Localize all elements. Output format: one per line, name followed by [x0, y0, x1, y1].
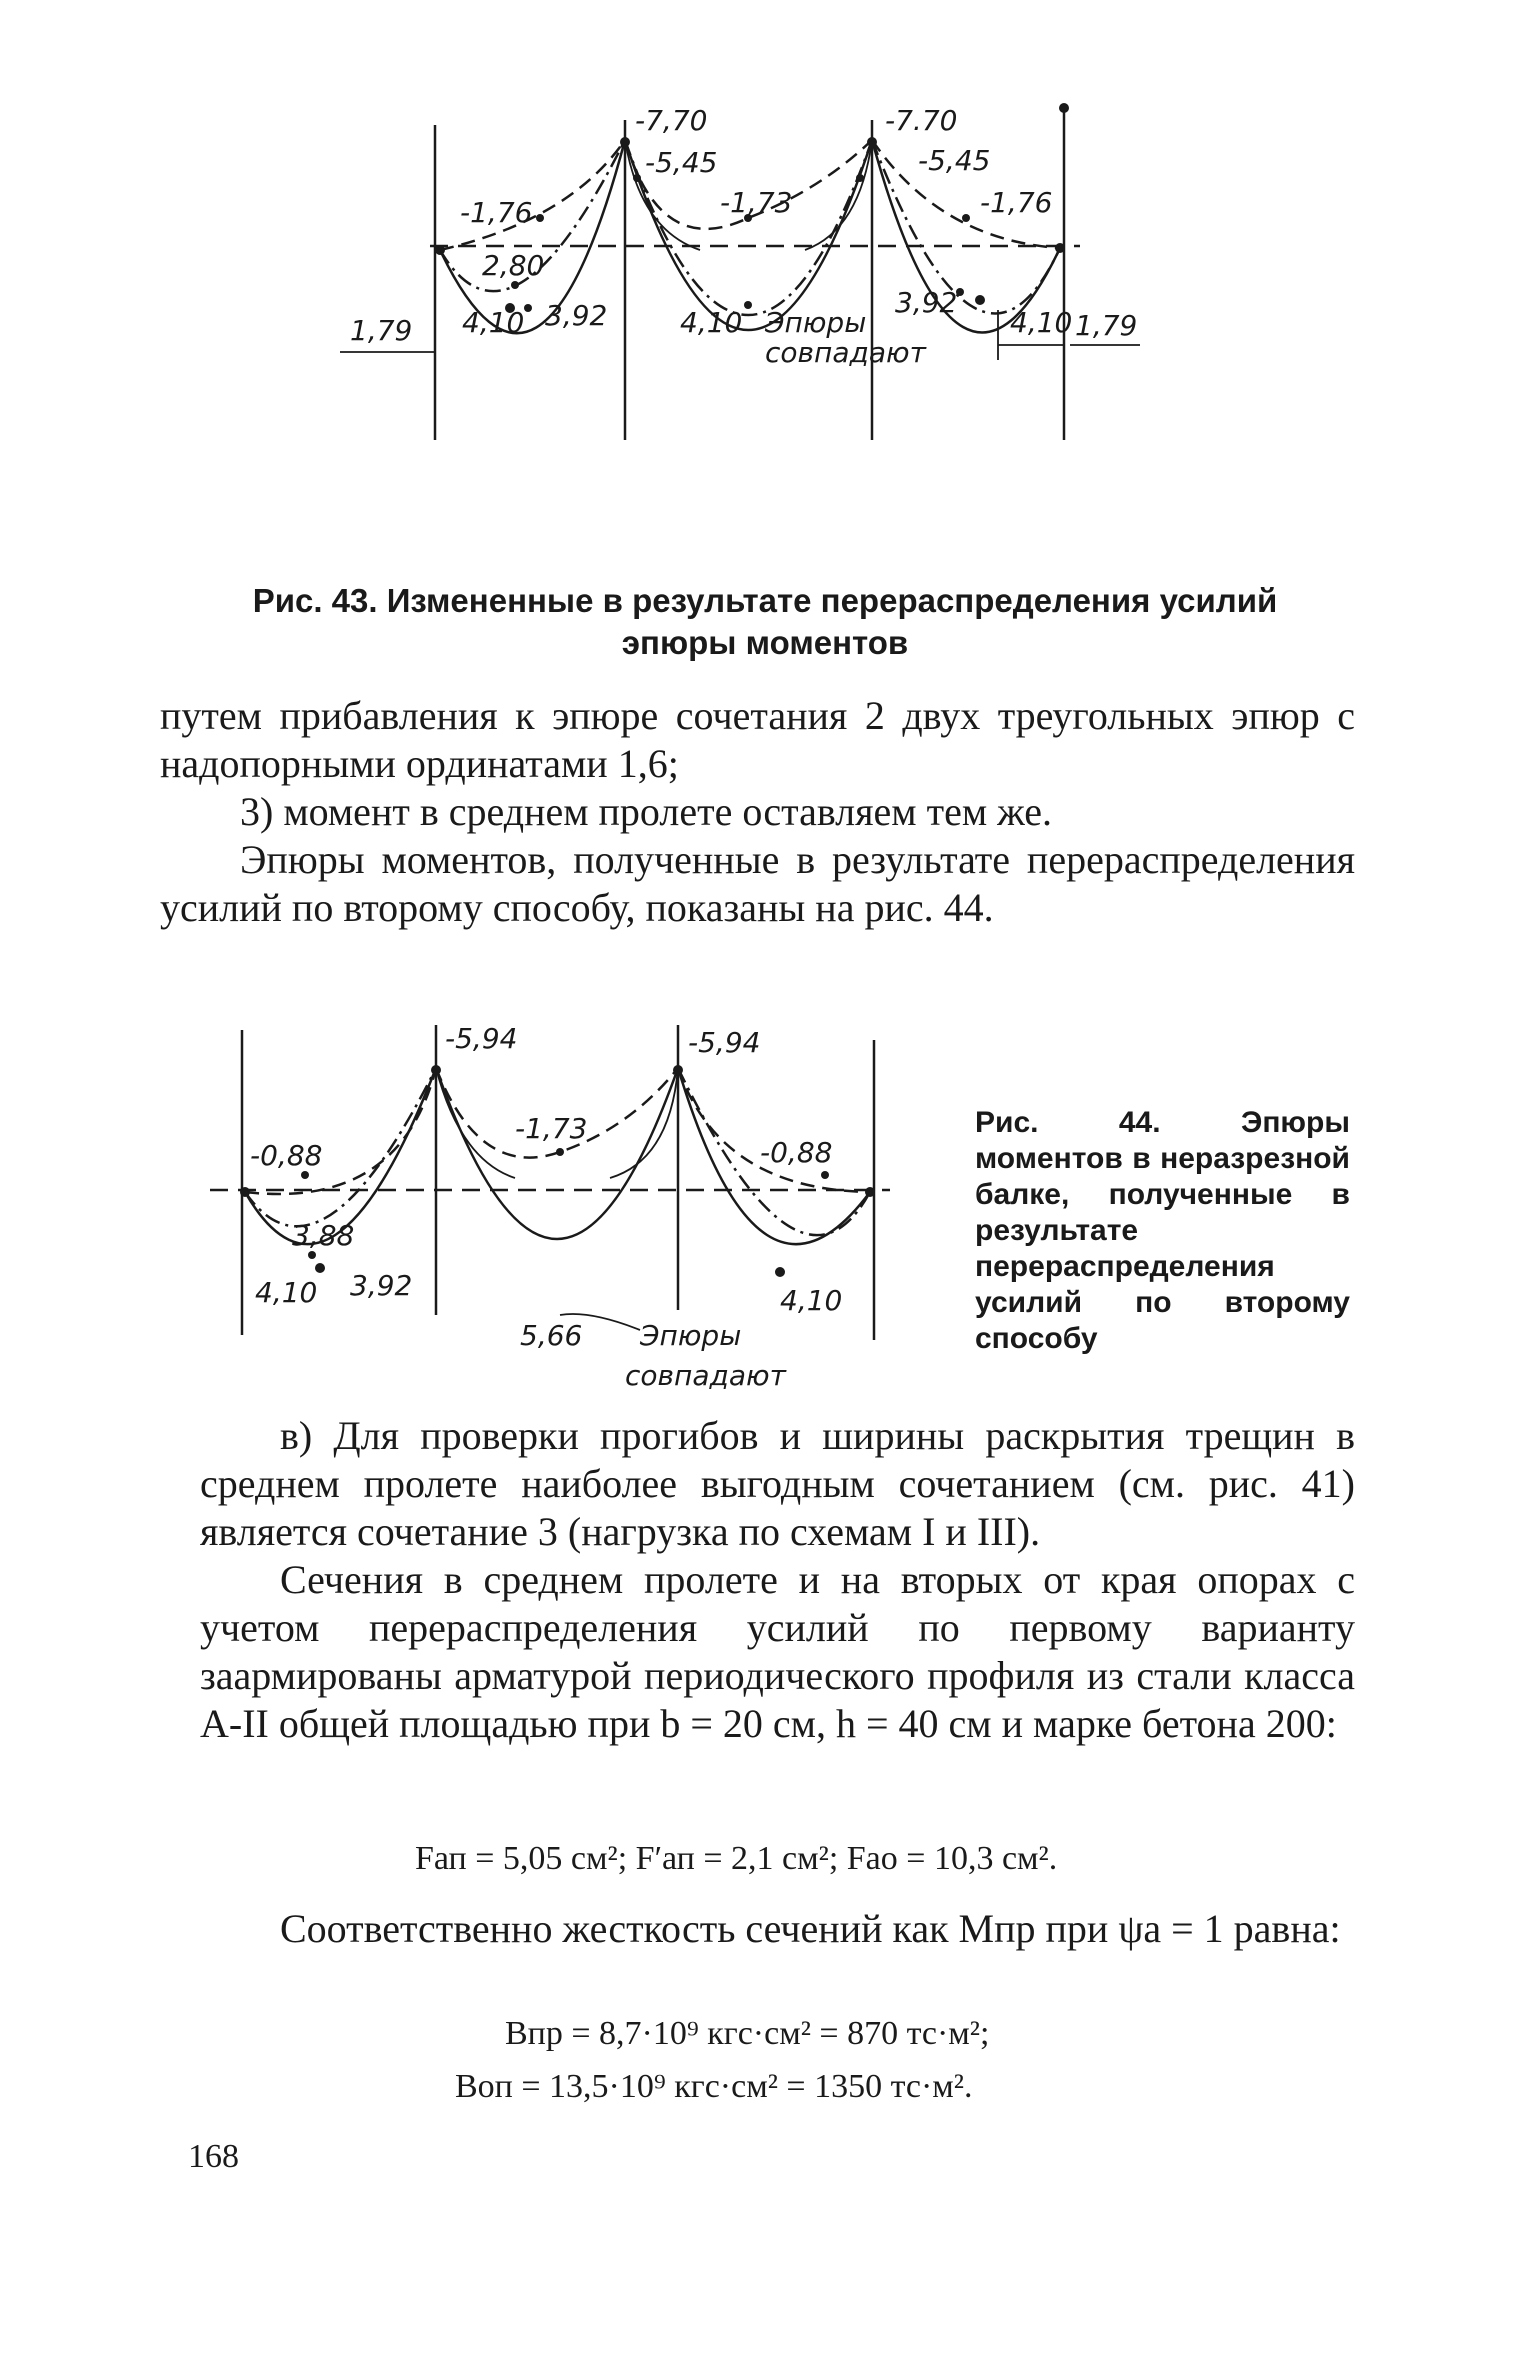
- paragraph: 3) момент в среднем пролете оставляем тем же.: [240, 789, 1053, 834]
- formula-stiffness-span: Bпр = 8,7·10⁹ кгс·см² = 870 тс·м²;: [505, 2015, 990, 2052]
- f44-m-left-support: -5,94: [445, 1022, 518, 1055]
- f43-m-left-410: 4,10: [462, 306, 525, 339]
- f43-m-left-support: -7,70: [635, 104, 708, 137]
- f44-note-line2: совпадают: [625, 1359, 786, 1392]
- page-number: 168: [188, 2138, 239, 2175]
- f43-m-mid-173: -1,73: [720, 186, 793, 219]
- f44-m-left-410: 4,10: [255, 1276, 318, 1309]
- text-block-1: [160, 692, 1355, 932]
- f43-m-mid-410: 4,10: [680, 306, 743, 339]
- f43-note-line1: Эпюры: [765, 306, 867, 339]
- text-block-3: [200, 1905, 1355, 1953]
- f43-m-right-176: -1,76: [980, 186, 1053, 219]
- f44-m-right-410: 4,10: [780, 1284, 843, 1317]
- f44-m-right-support: -5,94: [688, 1026, 761, 1059]
- f43-dim-left: 1,79: [350, 314, 413, 347]
- figure-43-caption: Рис. 43. Измененные в результате перераспределения усилий эпюры моментов: [252, 582, 1278, 661]
- formula-reinforcement-area: Fап = 5,05 см²; F′ап = 2,1 см²; Fао = 10,3 см².: [415, 1840, 1058, 1877]
- f44-m-mid-173: -1,73: [515, 1112, 588, 1145]
- f43-note-line2: совпадают: [765, 336, 926, 369]
- f44-m-mid-566: 5,66: [520, 1319, 583, 1352]
- f44-m-388: 3,88: [292, 1219, 355, 1252]
- figure-44: [200, 1010, 920, 1400]
- paragraph: Соответственно жесткость сечений как Mпр при ψа = 1 равна:: [280, 1906, 1341, 1951]
- figure-43: [340, 100, 1160, 540]
- paragraph: путем прибавления к эпюре сочетания 2 двух треугольных эпюр с надопорными ординатами 1,6;: [160, 693, 1355, 786]
- f44-note-line1: Эпюры: [640, 1319, 742, 1352]
- f43-dim-right: 1,79: [1075, 309, 1138, 342]
- formula-stiffness-support: Bоп = 13,5·10⁹ кгс·см² = 1350 тс·м².: [455, 2068, 973, 2105]
- f44-m-left-088: -0,88: [250, 1139, 323, 1172]
- f43-m-right-support: -7.70: [885, 104, 958, 137]
- paragraph: в) Для проверки прогибов и ширины раскрытия трещин в среднем пролете наиболее выгодным сочетанием (см. рис. 41) является сочетание 3 (нагрузка по схемам I и III).: [200, 1413, 1355, 1554]
- f44-m-left-392: 3,92: [350, 1269, 413, 1302]
- paragraph: Эпюры моментов, полученные в результате перераспределения усилий по второму способу, показаны на рис. 44.: [160, 837, 1355, 930]
- text-block-2: [200, 1412, 1355, 1748]
- f43-m-left-392: 3,92: [545, 299, 608, 332]
- f43-m-left-545: -5,45: [645, 146, 718, 179]
- f43-m-right-392: 3,92: [895, 286, 958, 319]
- f44-m-right-088: -0,88: [760, 1136, 833, 1169]
- figure-44-diagram: [200, 1010, 920, 1400]
- f43-m-right-545: -5,45: [918, 144, 991, 177]
- f43-m-280: 2,80: [482, 249, 545, 282]
- f43-m-right-410: 4,10: [1010, 306, 1073, 339]
- figure-44-caption: Рис. 44. Эпюры моментов в неразрезной балке, полученные в результате перераспределения усилий по второму способу: [975, 1106, 1350, 1355]
- figure-43-diagram: [340, 100, 1160, 540]
- paragraph: Сечения в среднем пролете и на вторых от края опорах с учетом перераспределения усилий по первому варианту заармированы арматурой периодического профиля из стали класса А-II общей площадью при b = 20 см, h = 40 см и марке бетона 200:: [200, 1557, 1355, 1746]
- f43-m-left-176: -1,76: [460, 196, 533, 229]
